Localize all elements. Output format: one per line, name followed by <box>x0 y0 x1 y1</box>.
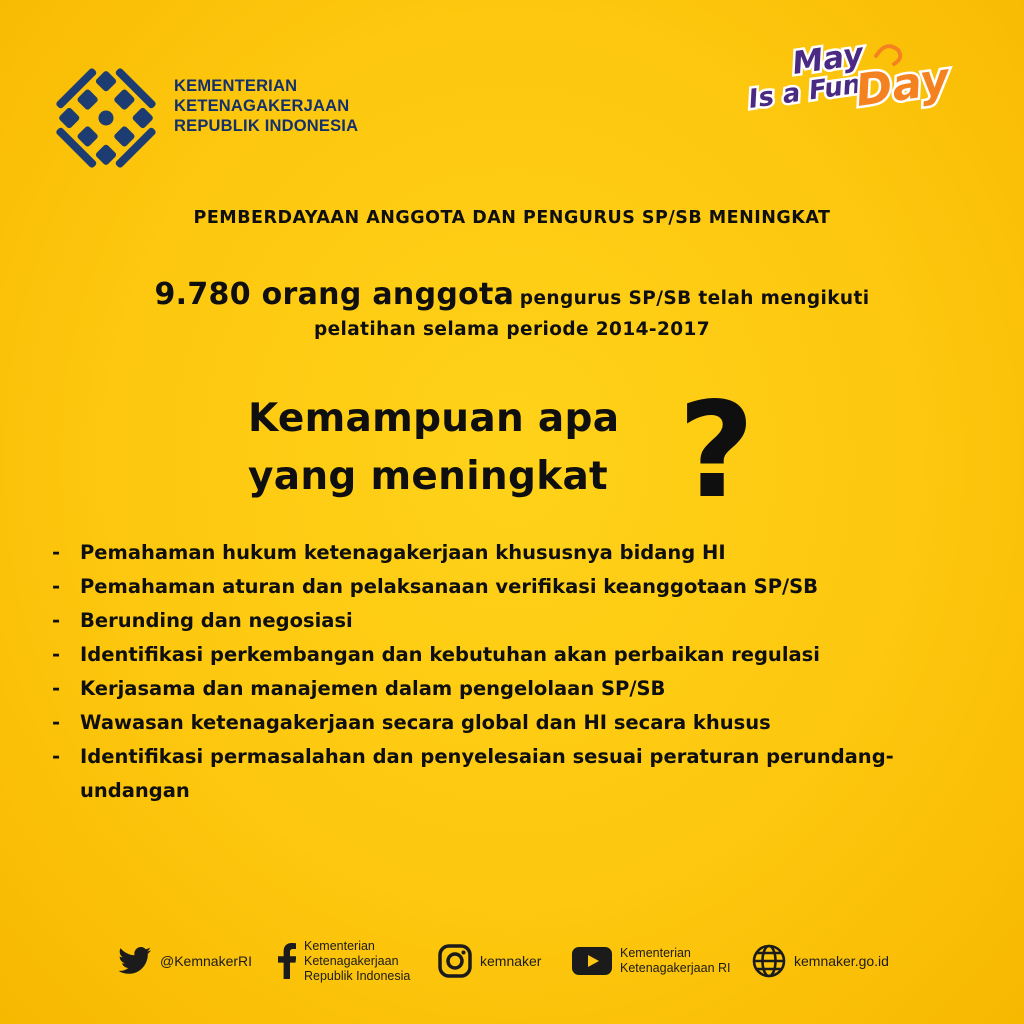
list-marker: - <box>52 609 61 632</box>
list-item-text: Identifikasi perkembangan dan kebutuhan akan perbaikan regulasi <box>80 643 820 666</box>
headline: PEMBERDAYAAN ANGGOTA DAN PENGURUS SP/SB MENINGKAT <box>193 208 831 228</box>
social-footer <box>118 936 918 986</box>
mayday-logo-is-a-fun: Is a Fun <box>746 69 863 115</box>
instagram-link[interactable] <box>438 936 541 986</box>
list-item <box>52 638 900 672</box>
ministry-name-line: REPUBLIK INDONESIA <box>174 117 359 135</box>
list-item <box>52 536 900 570</box>
question-line: Kemampuan apa <box>248 396 620 441</box>
list-marker: - <box>52 575 61 598</box>
instagram-handle: kemnaker <box>480 953 542 969</box>
question-line: yang meningkat <box>248 454 608 499</box>
list-marker: - <box>52 643 61 666</box>
list-marker: - <box>52 677 61 700</box>
youtube-channel-line: Ketenagakerjaan RI <box>620 961 731 975</box>
youtube-icon <box>572 947 612 975</box>
question-mark: ? <box>678 374 755 528</box>
twitter-handle: @KemnakerRI <box>160 953 253 969</box>
facebook-page-line: Kementerian <box>304 938 375 953</box>
stat-text-line2: pelatihan selama periode 2014-2017 <box>313 319 711 340</box>
stat-text: pengurus SP/SB telah mengikuti <box>519 288 870 309</box>
list-item <box>52 604 900 638</box>
list-item-text: Pemahaman hukum ketenagakerjaan khususnya bidang HI <box>80 541 726 564</box>
question-heading <box>248 390 619 506</box>
mayday-logo-day: Day <box>852 53 953 117</box>
list-item <box>52 570 900 604</box>
facebook-page-line: Republik Indonesia <box>304 968 411 983</box>
list-item <box>52 740 900 808</box>
list-item-text: Berunding dan negosiasi <box>80 609 353 632</box>
twitter-icon <box>118 947 152 975</box>
list-marker: - <box>52 711 61 734</box>
ministry-logo-icon <box>50 62 162 174</box>
website-link[interactable] <box>752 936 889 986</box>
list-marker: - <box>52 541 61 564</box>
abilities-list <box>52 536 900 808</box>
facebook-page-name <box>304 939 410 984</box>
facebook-link[interactable] <box>278 936 410 986</box>
stat-block <box>0 276 1024 342</box>
ministry-name-line: KETENAGAKERJAAN <box>174 97 350 115</box>
stat-highlight: 9.780 orang anggota <box>154 277 515 312</box>
website-url: kemnaker.go.id <box>794 953 889 969</box>
facebook-page-line: Ketenagakerjaan <box>304 953 399 968</box>
list-item-text: Kerjasama dan manajemen dalam pengelolaan SP/SB <box>80 677 666 700</box>
list-item-text: Identifikasi permasalahan dan penyelesaian sesuai peraturan perundang-undangan <box>80 745 894 802</box>
youtube-channel-name <box>620 946 731 976</box>
ministry-name-line: KEMENTERIAN <box>174 77 298 95</box>
list-item <box>52 706 900 740</box>
globe-icon <box>752 944 786 978</box>
list-marker: - <box>52 745 61 768</box>
facebook-icon <box>278 943 296 979</box>
ministry-name <box>174 76 358 136</box>
instagram-icon <box>438 944 472 978</box>
list-item <box>52 672 900 706</box>
youtube-link[interactable] <box>572 936 731 986</box>
mayday-logo-may: May <box>790 36 866 82</box>
list-item-text: Pemahaman aturan dan pelaksanaan verifikasi keanggotaan SP/SB <box>80 575 819 598</box>
youtube-channel-line: Kementerian <box>620 946 691 960</box>
mayday-logo <box>736 34 956 138</box>
list-item-text: Wawasan ketenagakerjaan secara global dan HI secara khusus <box>80 711 771 734</box>
twitter-link[interactable] <box>118 936 252 986</box>
